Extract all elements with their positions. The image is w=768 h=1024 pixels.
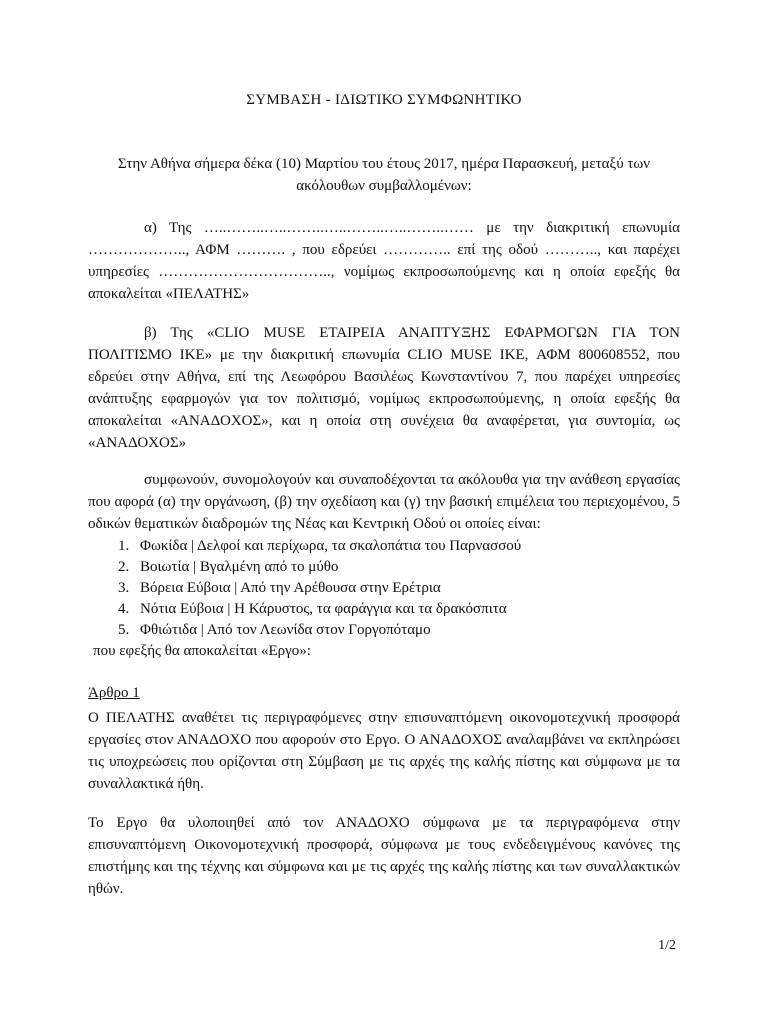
list-item-number: 1. bbox=[118, 538, 130, 554]
list-item bbox=[118, 536, 678, 557]
party-a-paragraph: α) Της …..……..…..……..…..……..…..……..…… με την διακριτική επωνυμία ……………….., ΑΦΜ ………. , που εδρεύει ………….. επί της οδού ……….., και παρέχει υπηρεσίες …………………………….., νομίμως εκπροσωπούμενης και η οποία εφεξής θα αποκαλείται «ΠΕΛΑΤΗΣ» bbox=[88, 220, 680, 302]
list-item bbox=[118, 599, 678, 620]
intro-line-1: Στην Αθήνα σήμερα δέκα (10) Μαρτίου του έτους 2017, ημέρα Παρασκευή, μεταξύ των bbox=[117, 156, 651, 172]
after-list-text: που εφεξής θα αποκαλείται «Εργο»: bbox=[93, 643, 311, 659]
list-item-number: 3. bbox=[118, 580, 130, 596]
intro-line-2: ακόλουθων συμβαλλομένων: bbox=[296, 178, 472, 194]
party-b-paragraph: β) Της «CLIO MUSE ΕΤΑΙΡΕΙΑ ΑΝΑΠΤΥΞΗΣ ΕΦΑΡΜΟΓΩΝ ΓΙΑ ΤΟΝ ΠΟΛΙΤΙΣΜΟ ΙΚΕ» με την διακριτική επωνυμία CLIO MUSE IKE, ΑΦΜ 800608552, που εδρεύει στην Αθήνα, επί της Λεωφόρου Βασιλέως Κωνσταντίνου 7, που παρέχει υπηρεσίες ανάπτυξης εφαρμογών για τον πολιτισμό, νομίμως εκπροσωπούμενης, η οποία εφεξής θα αποκαλείται «ΑΝΑΔΟΧΟΣ», και η οποία στη συνέχεια θα αναφέρεται, για συντομία, ως «ΑΝΑΔΟΧΟΣ» bbox=[88, 325, 680, 451]
list-item bbox=[118, 620, 678, 641]
list-item-text: Φωκίδα | Δελφοί και περίχωρα, τα σκαλοπάτια του Παρνασσού bbox=[140, 538, 522, 554]
list-item bbox=[118, 578, 678, 599]
list-item-number: 4. bbox=[118, 601, 130, 617]
article-heading: Άρθρο 1 bbox=[88, 685, 140, 701]
list-item-text: Βόρεια Εύβοια | Από την Αρέθουσα στην Ερέτρια bbox=[140, 580, 441, 596]
article-paragraph-2: Το Εργο θα υλοποιηθεί από τον ΑΝΑΔΟΧΟ σύμφωνα με τα περιγραφόμενα στην επισυναπτόμενη Οικονομοτεχνική προσφορά, σύμφωνα με τους ενδεδειγμένους κανόνες της επιστήμης και της τέχνης και σύμφωνα και με τις αρχές της καλής πίστης και των συναλλακτικών ηθών. bbox=[88, 815, 680, 897]
list-item-number: 2. bbox=[118, 559, 130, 575]
document-title: ΣΥΜΒΑΣΗ - ΙΔΙΩΤΙΚΟ ΣΥΜΦΩΝΗΤΙΚΟ bbox=[246, 92, 522, 108]
page-number: 1/2 bbox=[658, 938, 676, 953]
list-item-number: 5. bbox=[118, 622, 130, 638]
article-paragraph-1: Ο ΠΕΛΑΤΗΣ αναθέτει τις περιγραφόμενες στην επισυναπτόμενη οικονομοτεχνική προσφορά εργασίες στον ΑΝΑΔΟΧΟ που αφορούν στο Εργο. Ο ΑΝΑΔΟΧΟΣ αναλαμβάνει να εκπληρώσει τις υποχρεώσεις που ορίζονται στη Σύμβαση με τις αρχές της καλής πίστης και σύμφωνα με τα συναλλακτικά ήθη. bbox=[88, 710, 680, 792]
list-item-text: Νότια Εύβοια | Η Κάρυστος, τα φαράγγια και τα δρακόσπιτα bbox=[140, 601, 507, 617]
list-item-text: Βοιωτία | Βγαλμένη από το μύθο bbox=[140, 559, 339, 575]
routes-list bbox=[118, 536, 678, 641]
agreement-paragraph: συμφωνούν, συνομολογούν και συναποδέχονται τα ακόλουθα για την ανάθεση εργασίας που αφορά (α) την οργάνωση, (β) την σχεδίαση και (γ) την βασική επιμέλεια του περιεχομένου, 5 οδικών θεματικών διαδρομών της Νέας και Κεντρική Οδού οι οποίες είναι: bbox=[88, 472, 680, 532]
list-item bbox=[118, 557, 678, 578]
list-item-text: Φθιώτιδα | Από τον Λεωνίδα στον Γοργοπόταμο bbox=[140, 622, 431, 638]
